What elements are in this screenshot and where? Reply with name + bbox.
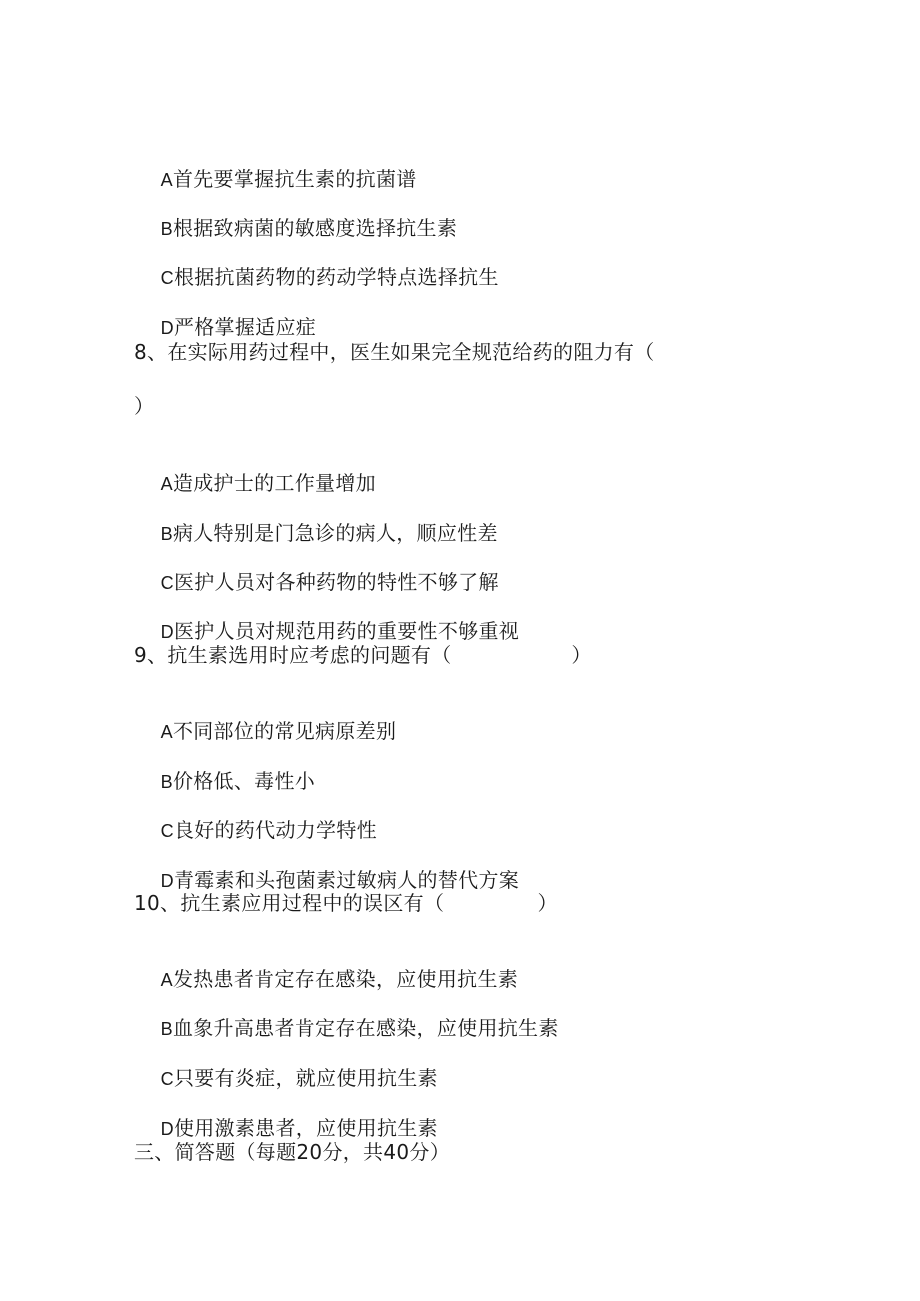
option-letter: D (160, 622, 174, 642)
option-text: 医护人员对规范用药的重要性不够重视 (173, 619, 520, 643)
option-letter: B (160, 219, 173, 239)
option-letter: A (160, 970, 173, 990)
option-text: 造成护士的工作量增加 (172, 471, 376, 495)
option-text: 只要有炎症，就应使用抗生素 (173, 1066, 438, 1090)
option-text: 根据致病菌的敏感度选择抗生素 (172, 216, 458, 240)
option-letter: A (160, 474, 173, 494)
option-letter: A (160, 722, 173, 742)
option-text: 青霉素和头孢菌素过敏病人的替代方案 (173, 868, 520, 892)
option-text: 价格低、毒性小 (172, 769, 316, 793)
option-text: 发热患者肯定存在感染，应使用抗生素 (172, 967, 519, 991)
option-text: 病人特别是门急诊的病人，顺应性差 (172, 521, 498, 545)
option-letter: A (160, 170, 173, 190)
q10-stem: 10、抗生素应用过程中的误区有（ ） (134, 891, 558, 915)
q8-stem-continuation: ） (134, 394, 155, 418)
option-letter: C (160, 821, 174, 841)
option-letter: C (160, 1069, 174, 1089)
option-letter: C (160, 573, 174, 593)
q8-stem: 8、在实际用药过程中，医生如果完全规范给药的阻力有（ (134, 340, 655, 364)
option-text: 血象升高患者肯定存在感染，应使用抗生素 (172, 1016, 559, 1040)
option-letter: B (160, 772, 173, 792)
option-letter: D (160, 1119, 174, 1139)
q9-stem: 9、抗生素选用时应考虑的问题有（ ） (134, 643, 592, 667)
option-text: 根据抗菌药物的药动学特点选择抗生 (173, 265, 499, 289)
section-heading: 三、简答题（每题20分，共40分） (134, 1140, 450, 1164)
option-letter: B (160, 1019, 173, 1039)
option-letter: D (160, 318, 174, 338)
option-letter: D (160, 871, 174, 891)
option-text: 严格掌握适应症 (173, 315, 317, 339)
option-letter: B (160, 524, 173, 544)
option-text: 首先要掌握抗生素的抗菌谱 (172, 167, 417, 191)
option-text: 使用激素患者，应使用抗生素 (173, 1116, 438, 1140)
option-letter: C (160, 268, 174, 288)
option-text: 不同部位的常见病原差别 (172, 719, 397, 743)
option-text: 医护人员对各种药物的特性不够了解 (173, 570, 499, 594)
option-text: 良好的药代动力学特性 (173, 818, 377, 842)
